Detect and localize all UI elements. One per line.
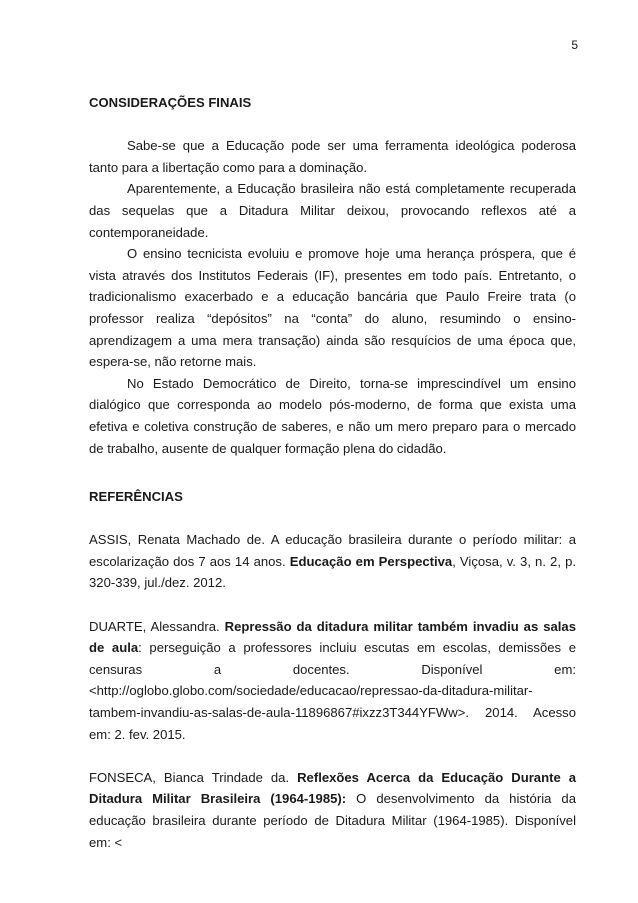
page-number: 5 (571, 38, 578, 52)
reference-entry (89, 616, 576, 746)
section-title-final-considerations: CONSIDERAÇÕES FINAIS (89, 95, 252, 110)
reference-entry (89, 529, 576, 594)
body-paragraph: Sabe-se que a Educação pode ser uma ferramenta ideológica poderosa tanto para a libertação como para a dominação. (89, 138, 576, 175)
body-paragraph: No Estado Democrático de Direito, torna-se imprescindível um ensino dialógico que corresponda ao modelo pós-moderno, de forma que exista uma efetiva e coletiva construção de saberes, e não um mero preparo para o mercado de trabalho, ausente de qualquer formação plena do cidadão. (89, 375, 576, 456)
body-paragraph: O ensino tecnicista evoluiu e promove hoje uma herança próspera, que é vista através dos Institutos Federais (IF), presentes em todo país. Entretanto, o tradicionalismo exacerbado e a educação bancária que Paulo Freire trata (o professor realiza “depósitos” na “conta” do aluno, resumindo o ensino-aprendizagem a uma mera transação) ainda são resquícios de uma época que, espera-se, não retorne mais. (89, 246, 576, 370)
reference-text: DUARTE, Alessandra. (89, 618, 225, 634)
section-title-references: REFERÊNCIAS (89, 489, 183, 505)
body-paragraph: Aparentemente, a Educação brasileira não está completamente recuperada das sequelas que a Ditadura Militar deixou, provocando reflexos até a contemporaneidade. (89, 181, 576, 240)
reference-text: : perseguição a professores incluiu escutas em escolas, demissões e censuras a docentes. Disponível em: <http://oglobo.globo.com/sociedade/educacao/repressao-da-ditadura-militar-tambem-invandiu-as-salas-de-aula-11896867#ixzz3T344YFWw>. 2014. Acesso em: 2. fev. 2015. (89, 640, 576, 742)
reference-title: Repressão da ditadura militar também invadiu as salas de aula (89, 618, 576, 656)
reference-text: FONSECA, Bianca Trindade da. (89, 769, 298, 785)
reference-text: O desenvolvimento da história da educação brasileira durante período de Ditadura Militar (1964-1985). Disponível em: < (89, 791, 576, 850)
reference-title: Reflexões Acerca da Educação Durante a Ditadura Militar Brasileira (1964-1985): (89, 769, 576, 807)
page-content (89, 92, 576, 875)
reference-text: , Viçosa, v. 3, n. 2, p. 320-339, jul./dez. 2012. (89, 553, 576, 591)
reference-text: ASSIS, Renata Machado de. A educação brasileira durante o período militar: a escolarização dos 7 aos 14 anos. (89, 532, 576, 569)
reference-title: Educação em Perspectiva (289, 553, 453, 569)
reference-entry (89, 767, 576, 853)
